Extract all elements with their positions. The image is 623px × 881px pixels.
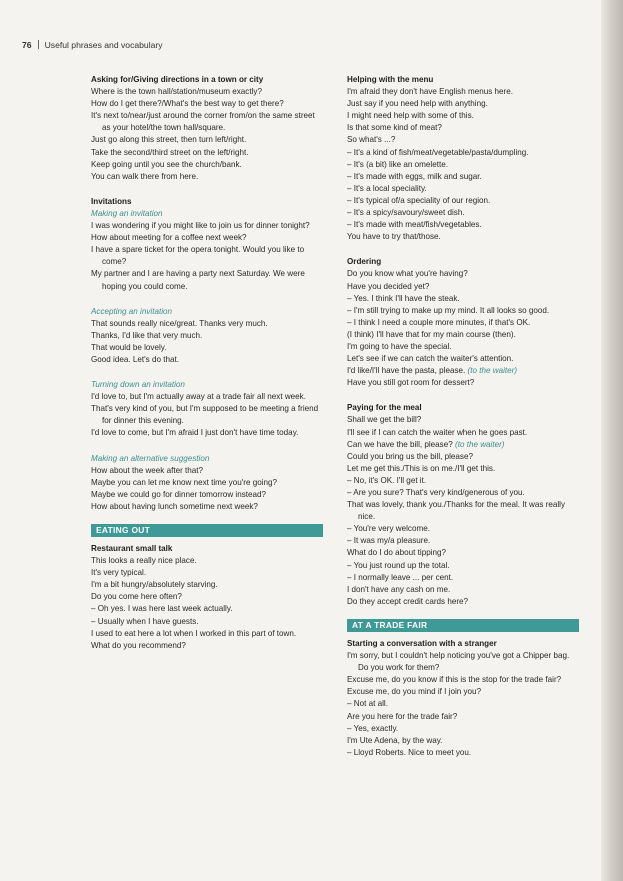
- phrase-list: [91, 391, 323, 439]
- phrase-line: – I'm still trying to make up my mind. It all looks so good.: [347, 305, 550, 315]
- directions-section: [91, 74, 323, 183]
- phrase-line: – It was my/a pleasure.: [347, 536, 431, 546]
- phrase-line: Have you decided yet?: [347, 281, 430, 291]
- phrase-line: Have you still got room for dessert?: [347, 378, 475, 388]
- section-title: Paying for the meal: [347, 403, 422, 413]
- phrase-line: I was wondering if you might like to join us for dinner tonight?: [91, 221, 310, 231]
- phrase-line: Shall we get the bill?: [347, 415, 422, 425]
- phrase-line: [347, 365, 579, 377]
- phrase-line: Just say if you need help with anything.: [347, 99, 488, 109]
- phrase-list: [91, 465, 323, 513]
- phrase-line: – Oh yes. I was here last week actually.: [91, 604, 233, 614]
- phrase-line: I don't have any cash on me.: [347, 584, 451, 594]
- phrase-line: Just go along this street, then turn left/right.: [91, 135, 247, 145]
- phrase-line: – It's a kind of fish/meat/vegetable/pasta/dumpling.: [347, 147, 529, 157]
- section-title: Starting a conversation with a stranger: [347, 638, 497, 648]
- subsection-title: Accepting an invitation: [91, 306, 172, 316]
- phrase-line: This looks a really nice place.: [91, 556, 197, 566]
- page-header-title: Useful phrases and vocabulary: [44, 40, 163, 50]
- phrase-line: So what's ...?: [347, 135, 396, 145]
- phrase-line: Let me get this./This is on me./I'll get this.: [347, 463, 496, 473]
- phrase-line: Where is the town hall/station/museum exactly?: [91, 87, 262, 97]
- phrase-line: I'm Ute Adena, by the way.: [347, 735, 443, 745]
- phrase-text: I'd like/I'll have the pasta, please.: [347, 366, 466, 376]
- phrase-line: It's very typical.: [91, 568, 147, 578]
- phrase-line: – You just round up the total.: [347, 560, 450, 570]
- phrase-line: Maybe we could go for dinner tomorrow instead?: [91, 489, 267, 499]
- phrase-line: What do you recommend?: [91, 640, 186, 650]
- phrase-line: – I think I need a couple more minutes, if that's OK.: [347, 317, 531, 327]
- phrase-line: – Yes. I think I'll have the steak.: [347, 293, 460, 303]
- right-column: [347, 74, 579, 759]
- page-spine-shadow: [601, 0, 623, 881]
- phrase-list: [91, 220, 323, 293]
- invitations-section: [91, 196, 323, 513]
- phrase-list: [91, 555, 323, 652]
- phrase-line: [347, 439, 579, 451]
- section-title: Invitations: [91, 196, 132, 206]
- phrase-line: – Not at all.: [347, 699, 388, 709]
- phrase-line: Do they accept credit cards here?: [347, 596, 469, 606]
- page-header: [22, 40, 163, 50]
- phrase-line: Is that some kind of meat?: [347, 123, 442, 133]
- phrase-line: Are you here for the trade fair?: [347, 711, 458, 721]
- phrase-line: That would be lovely.: [91, 342, 167, 352]
- phrase-line: You have to try that/those.: [347, 232, 441, 242]
- phrase-line: I used to eat here a lot when I worked in this part of town.: [91, 628, 297, 638]
- phrase-line: – Are you sure? That's very kind/generous of you.: [347, 488, 525, 497]
- phrase-line: Excuse me, do you mind if I join you?: [347, 687, 482, 697]
- phrase-line: I'd love to come, but I'm afraid I just don't have time today.: [91, 428, 299, 438]
- phrase-list: [91, 86, 323, 183]
- phrase-line: How about having lunch sometime next week?: [91, 501, 258, 511]
- phrase-line: How about the week after that?: [91, 465, 204, 475]
- phrase-list: [347, 268, 579, 365]
- phrase-line: – It's made with meat/fish/vegetables.: [347, 220, 482, 230]
- phrase-line: – Yes, exactly.: [347, 723, 399, 733]
- phrase-line: – It's made with eggs, milk and sugar.: [347, 171, 482, 181]
- subsection-title: Making an alternative suggestion: [91, 453, 210, 463]
- section-title: Ordering: [347, 257, 382, 267]
- phrase-line: I'll see if I can catch the waiter when he goes past.: [347, 427, 528, 437]
- phrase-line: I'm going to have the special.: [347, 341, 452, 351]
- phrase-line: My partner and I are having a party next Saturday. We were hoping you could come.: [91, 269, 305, 291]
- paying-section: [347, 402, 579, 608]
- phrase-line: – I normally leave ... per cent.: [347, 572, 454, 582]
- section-banner-trade-fair: AT A TRADE FAIR: [347, 619, 579, 632]
- context-note: (to the waiter): [455, 439, 505, 449]
- section-banner-eating-out: EATING OUT: [91, 524, 323, 537]
- subsection-title: Turning down an invitation: [91, 380, 185, 390]
- stranger-conversation-section: [347, 638, 579, 759]
- section-title: Restaurant small talk: [91, 544, 173, 553]
- phrase-list: [91, 318, 323, 366]
- phrase-line: Good idea. Let's do that.: [91, 354, 179, 364]
- phrase-line: I'd love to, but I'm actually away at a trade fair all next week.: [91, 392, 306, 402]
- phrase-line: Let's see if we can catch the waiter's attention.: [347, 354, 514, 364]
- phrase-line: – Usually when I have guests.: [91, 616, 199, 626]
- phrase-line: I'm a bit hungry/absolutely starving.: [91, 580, 218, 590]
- phrase-line: That's very kind of you, but I'm supposed to be meeting a friend for dinner this evening.: [91, 404, 319, 426]
- phrase-line: I might need help with some of this.: [347, 111, 474, 121]
- phrase-line: You can walk there from here.: [91, 171, 199, 181]
- phrase-list: [347, 650, 579, 759]
- phrase-line: (I think) I'll have that for my main course (then).: [347, 329, 516, 339]
- phrase-line: Excuse me, do you know if this is the stop for the trade fair?: [347, 675, 562, 685]
- phrase-list: [347, 414, 579, 438]
- phrase-line: Do you come here often?: [91, 592, 182, 602]
- restaurant-small-talk-section: [91, 543, 323, 652]
- ordering-section: [347, 256, 579, 389]
- section-title: Helping with the menu: [347, 75, 434, 84]
- phrase-list: [347, 451, 579, 608]
- phrase-line: Thanks, I'd like that very much.: [91, 330, 203, 340]
- phrase-line: Do you know what you're having?: [347, 269, 468, 279]
- page-number: 76: [22, 40, 32, 50]
- header-divider: [38, 40, 39, 49]
- phrase-line: Maybe you can let me know next time you're going?: [91, 477, 278, 487]
- phrase-list: [347, 86, 579, 243]
- subsection-title: Making an invitation: [91, 208, 163, 218]
- menu-section: [347, 74, 579, 243]
- phrase-text: Can we have the bill, please?: [347, 439, 453, 449]
- phrase-line: It's next to/near/just around the corner from/on the same street as your hotel/the town hall/square.: [91, 111, 315, 133]
- phrase-line: I'm afraid they don't have English menus here.: [347, 87, 513, 97]
- phrase-line: – You're very welcome.: [347, 524, 430, 534]
- phrase-line: Could you bring us the bill, please?: [347, 451, 473, 461]
- phrase-line: That sounds really nice/great. Thanks very much.: [91, 318, 268, 328]
- phrase-line: – No, it's OK. I'll get it.: [347, 475, 427, 485]
- phrase-line: What do I do about tipping?: [347, 548, 446, 558]
- phrase-line: I have a spare ticket for the opera tonight. Would you like to come?: [91, 245, 305, 267]
- phrase-line: How do I get there?/What's the best way to get there?: [91, 99, 284, 109]
- context-note: (to the waiter): [467, 366, 518, 376]
- phrase-line: – It's typical of/a speciality of our region.: [347, 195, 491, 205]
- phrase-line: – It's a local speciality.: [347, 183, 427, 193]
- phrase-line: – Lloyd Roberts. Nice to meet you.: [347, 747, 472, 757]
- phrase-line: – It's (a bit) like an omelette.: [347, 159, 448, 169]
- phrase-line: – It's a spicy/savoury/sweet dish.: [347, 208, 465, 218]
- phrase-line: I'm sorry, but I couldn't help noticing you've got a Chipper bag. Do you work for them?: [347, 651, 570, 673]
- phrase-line: That was lovely, thank you./Thanks for the meal. It was really nice.: [347, 500, 566, 522]
- phrase-line: Keep going until you see the church/bank.: [91, 159, 242, 169]
- phrase-line: Take the second/third street on the left/right.: [91, 147, 249, 157]
- phrase-line: How about meeting for a coffee next week?: [91, 233, 247, 243]
- left-column: [91, 74, 323, 652]
- section-title: Asking for/Giving directions in a town or city: [91, 75, 264, 84]
